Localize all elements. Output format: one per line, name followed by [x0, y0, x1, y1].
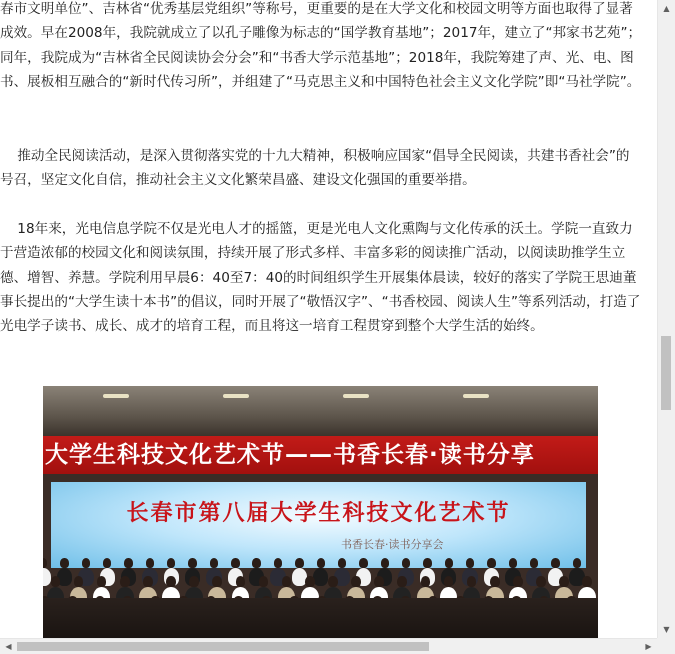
photo-ceiling [43, 386, 598, 436]
article-paragraph: 春市文明单位”、吉林省“优秀基层党组织”等称号，更重要的是在大学文化和校园文明等方面也取得了显著成效。早在2008年，我院就成立了以孔子雕像为标志的“国学教育基地”；2017年，建立了“邦家书艺苑”；同年，我院成为“吉林省全民阅读协会分会”和“书香大学示范基地”；2018年，我院筹建了声、光、电、图书、展板相互融合的“新时代传习所”，并组建了“马克思主义和中国特色社会主义文化学院”即“马社学院”。 [0, 1, 642, 90]
photo-person [74, 576, 84, 587]
photo-screen-title: 长春市第八届大学生科技文化艺术节 [126, 501, 511, 526]
scrollbar-corner [657, 638, 675, 654]
photo-person [421, 576, 431, 587]
photo-person [530, 558, 538, 568]
photo-person [166, 576, 176, 587]
photo-person [146, 558, 154, 568]
photo-person [490, 576, 500, 587]
photo-person [338, 558, 346, 568]
photo-person [259, 576, 269, 587]
photo-person [124, 558, 132, 568]
photo-person [236, 576, 246, 587]
photo-person [559, 576, 569, 587]
vertical-scrollbar[interactable] [657, 0, 675, 638]
photo-person [103, 558, 111, 568]
photo-person [487, 558, 495, 568]
vertical-scroll-thumb[interactable] [661, 336, 671, 410]
photo-person [582, 576, 592, 587]
photo-person [328, 576, 338, 587]
photo-person [167, 558, 175, 568]
photo-banner: 大学生科技文化艺术节——书香长春·读书分享 [43, 436, 598, 474]
photo-person [513, 576, 523, 587]
photo-person [381, 558, 389, 568]
photo-person [189, 576, 199, 587]
photo-person [467, 576, 477, 587]
photo-person [43, 558, 47, 568]
photo-person [423, 558, 431, 568]
photo-person [374, 576, 384, 587]
photo-person [509, 558, 517, 568]
photo-person [282, 576, 292, 587]
event-photo [43, 386, 598, 638]
horizontal-scroll-thumb[interactable] [17, 642, 429, 651]
photo-person-body [313, 568, 328, 586]
photo-screen-subtitle: 书香长春·读书分享会 [341, 538, 444, 551]
photo-person [402, 558, 410, 568]
photo-person [143, 576, 153, 587]
photo-person [397, 576, 407, 587]
photo-person [120, 576, 130, 587]
photo-person [305, 576, 315, 587]
photo-person [551, 558, 559, 568]
article-paragraph: 推动全民阅读活动，是深入贯彻落实党的十九大精神，积极响应国家“倡导全民阅读，共建书香社会”的号召，坚定文化自信，推动社会主义文化繁荣昌盛、建设文化强国的重要举措。 [0, 148, 630, 189]
photo-person [445, 558, 453, 568]
photo-person [359, 558, 367, 568]
scroll-up-arrow-icon[interactable]: ▲ [663, 4, 670, 13]
scroll-right-arrow-icon[interactable]: ▶ [645, 642, 652, 651]
photo-person [536, 576, 546, 587]
photo-person-body [43, 568, 51, 586]
photo-person [51, 576, 61, 587]
photo-person [274, 558, 282, 568]
photo-person [573, 558, 581, 568]
photo-person [210, 558, 218, 568]
photo-person [97, 576, 107, 587]
photo-floor [43, 598, 598, 638]
photo-person [188, 558, 196, 568]
photo-person [351, 576, 361, 587]
photo-person [444, 576, 454, 587]
article-paragraph: 18年来，光电信息学院不仅是光电人才的摇篮，更是光电人文化熏陶与文化传承的沃土。学院一直致力于营造浓郁的校园文化和阅读氛围，持续开展了形式多样、丰富多彩的阅读推广活动，以阅读助推学生立德、增智、养慧。学院利用早晨6：40至7：40的时间组织学生开展集体晨读，较好的落实了学院王思迪董事长提出的“大学生读十本书”的倡议，同时开展了“敬悟汉字”、“书香校园、阅读人生”等系列活动，打造了光电学子读书、成长、成才的培育工程，而且将这一培育工程贯穿到整个大学生活的始终。 [0, 221, 641, 335]
photo-person [82, 558, 90, 568]
scroll-down-arrow-icon[interactable]: ▼ [663, 625, 670, 634]
photo-person [252, 558, 260, 568]
photo-person [60, 558, 68, 568]
photo-person [295, 558, 303, 568]
photo-person [317, 558, 325, 568]
photo-person [231, 558, 239, 568]
photo-person [466, 558, 474, 568]
horizontal-scrollbar[interactable] [0, 638, 657, 654]
scroll-left-arrow-icon[interactable]: ◀ [5, 642, 12, 651]
photo-person [212, 576, 222, 587]
